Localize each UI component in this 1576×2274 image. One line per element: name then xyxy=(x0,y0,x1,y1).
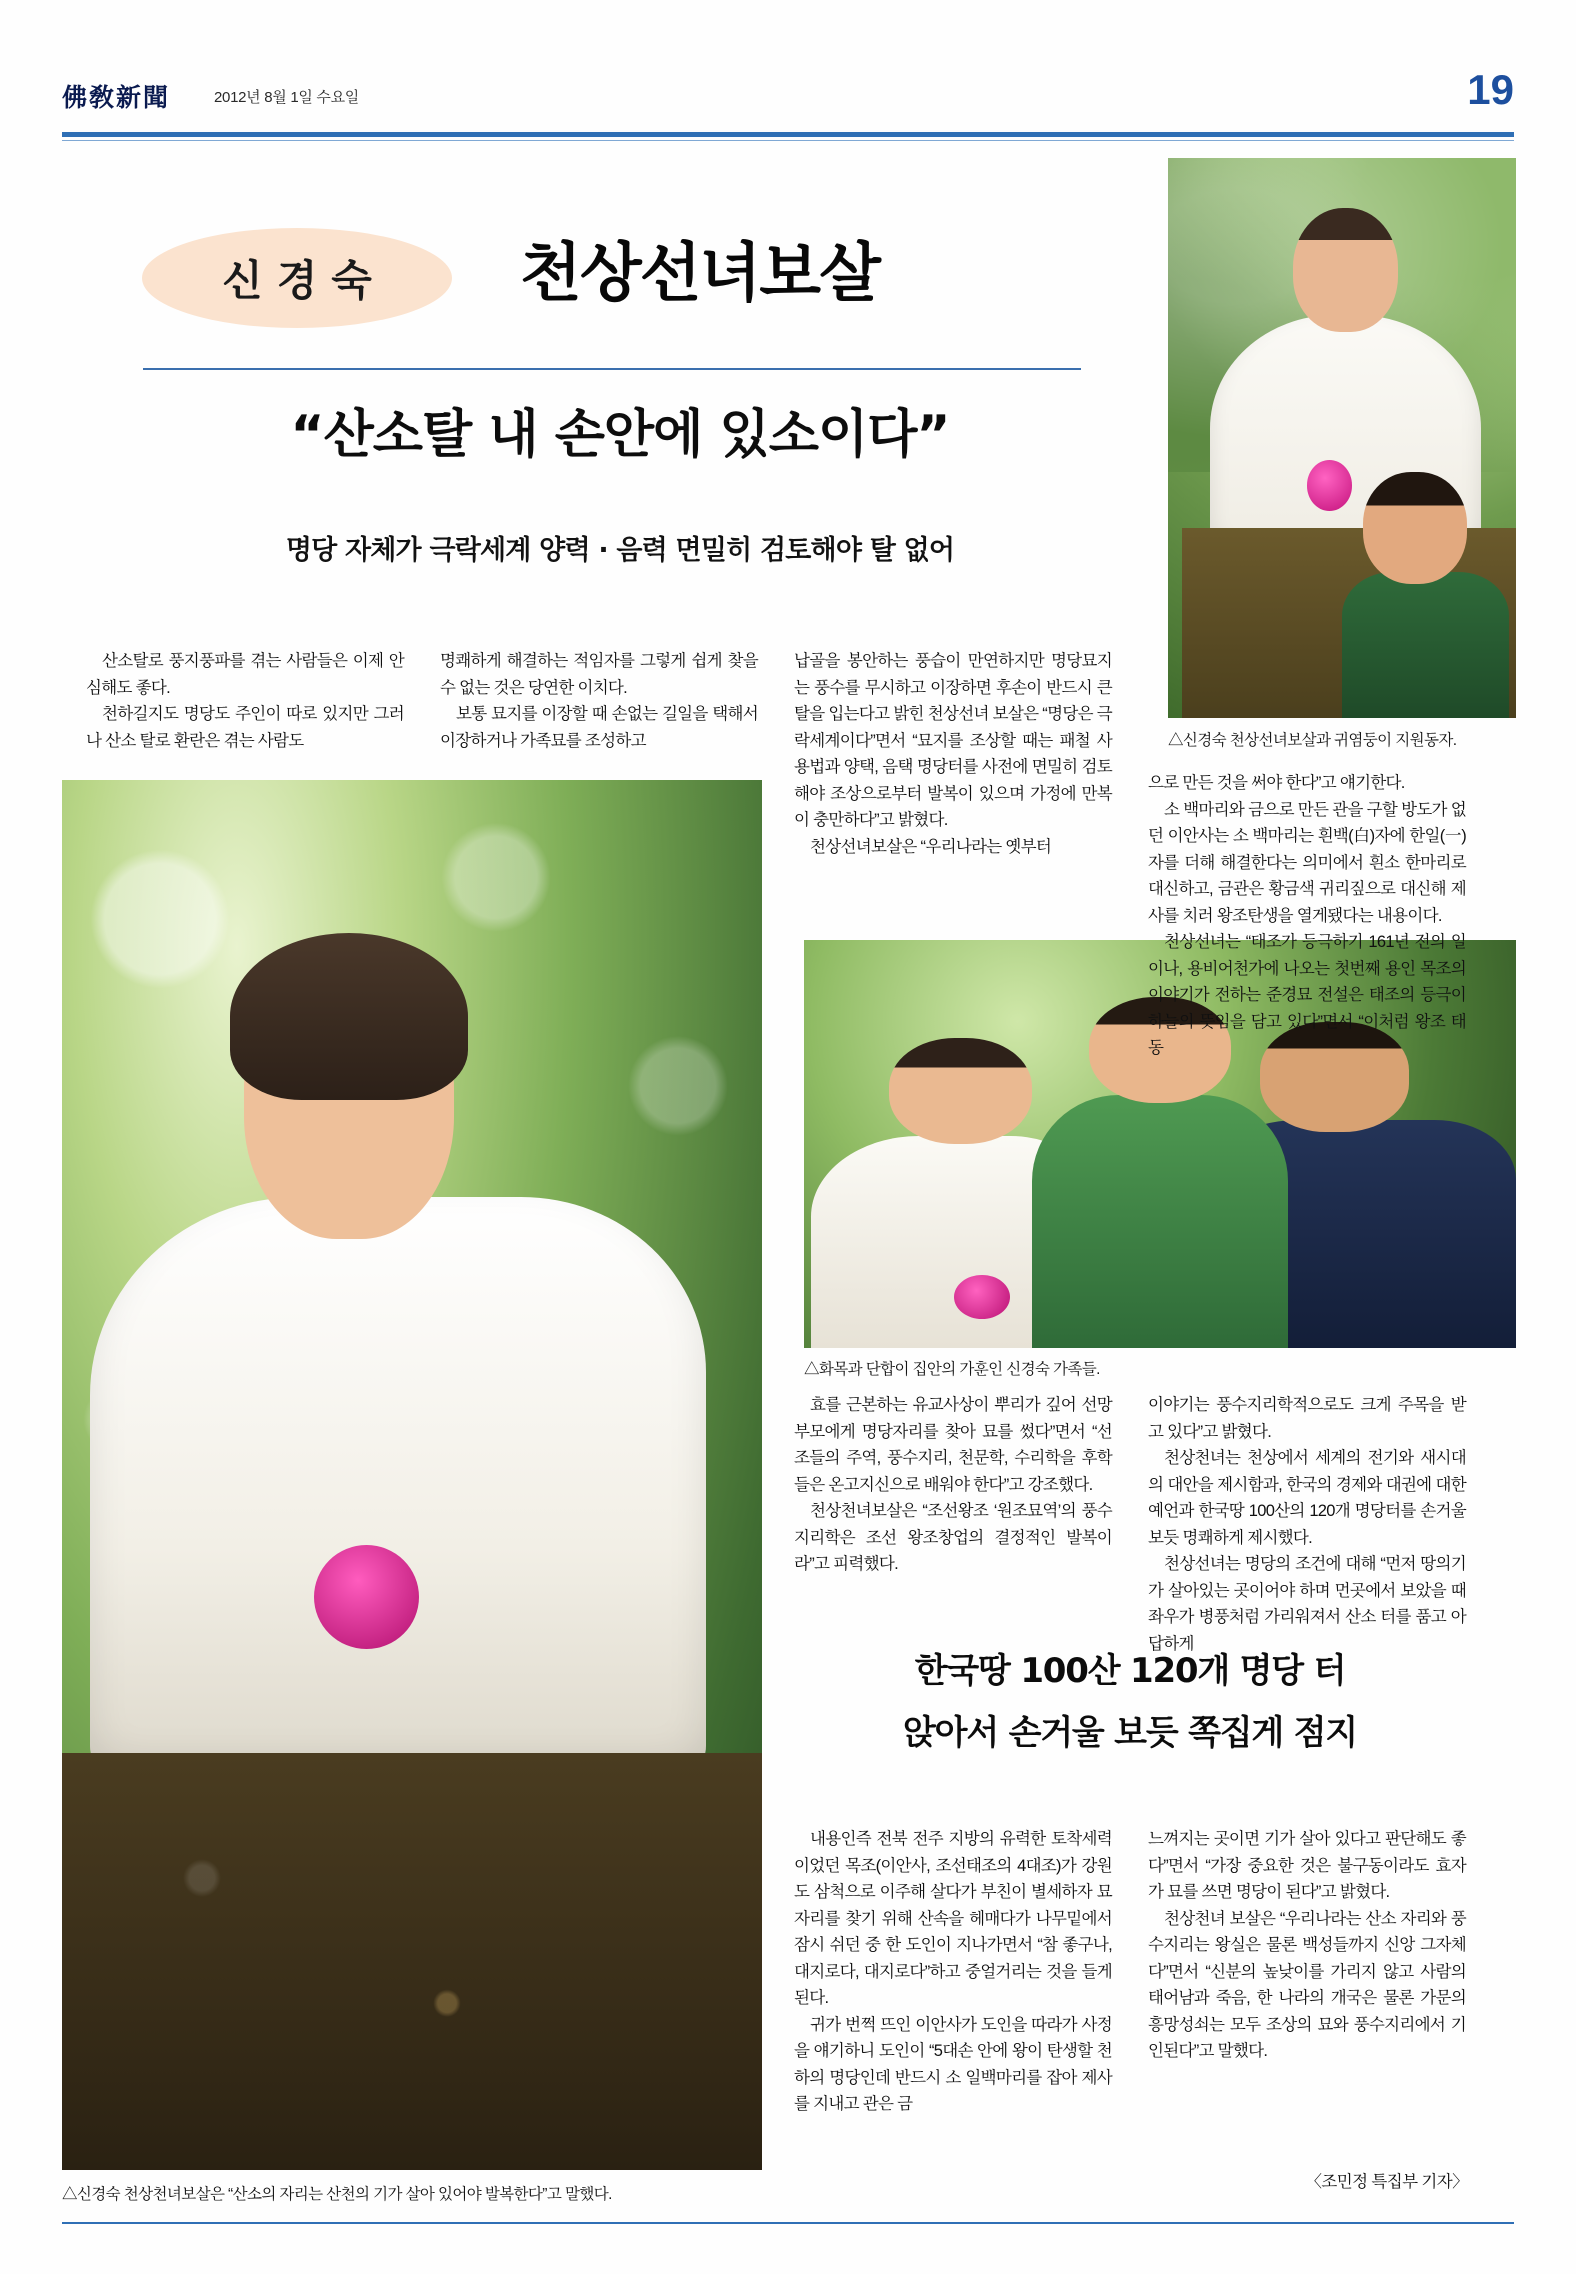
body-column-2 xyxy=(440,648,758,754)
headline-sub: “산소탈 내 손안에 있소이다” xyxy=(290,405,950,465)
masthead-rule-thin xyxy=(62,140,1514,141)
article-byline: 〈조민정 특집부 기자〉 xyxy=(1305,2173,1468,2191)
paragraph: 천상천녀는 천상에서 세계의 전기와 새시대의 대안을 제시함과, 한국의 경제와 대권에 대한 예언과 한국땅 100산의 120개 명당터를 손거울 보듯 명쾌하게 제시했다. xyxy=(1148,1449,1466,1547)
subject-name: 신경숙 xyxy=(222,256,386,305)
sub-headline xyxy=(790,1640,1470,1764)
sub-headline-line-1: 한국땅 100산 120개 명당 터 xyxy=(914,1651,1346,1691)
headline-kicker: 명당 자체가 극락세계 양력 · 음력 면밀히 검토해야 탈 없어 xyxy=(285,535,955,566)
paragraph: 천상선녀보살은 “우리나라는 옛부터 xyxy=(810,837,1052,856)
body-column-4 xyxy=(1148,770,1466,1062)
paragraph: 산소탈로 풍지풍파를 겪는 사람들은 이제 안심해도 좋다. xyxy=(86,652,404,697)
masthead-rule-thick xyxy=(62,132,1514,137)
paragraph: 천상천녀보살은 “조선왕조 ‘원조묘역’의 풍수지리학은 조선 왕조창업의 결정적인 발복이라”고 피력했다. xyxy=(794,1502,1112,1573)
paragraph: 내용인즉 전북 전주 지방의 유력한 토착세력이었던 목조(이안사, 조선태조의 4대조)가 강원도 삼척으로 이주해 살다가 부친이 별세하자 묘자리를 찾기 위해 산속을 헤매다가 나무밑에서 잠시 쉬던 중 한 도인이 지나가면서 “참 좋구나, 대지로다, 대지로다”하고 중얼거리는 것을 들게된다. xyxy=(794,1830,1112,2007)
headline-main: 천상선녀보살 xyxy=(520,237,879,311)
footer-rule xyxy=(62,2222,1514,2224)
subject-name-badge xyxy=(142,228,452,328)
paragraph: 천하길지도 명당도 주인이 따로 있지만 그러나 산소 탈로 환란은 겪는 사람도 xyxy=(86,705,404,750)
masthead-date: 2012년 8월 1일 수요일 xyxy=(214,89,359,106)
paragraph: 소 백마리와 금으로 만든 관을 구할 방도가 없던 이안사는 소 백마리는 흰백(白)자에 한일(一)자를 더해 해결한다는 의미에서 흰소 한마리로 대신하고, 금관은 황금색 귀리짚으로 대신해 제사를 치러 왕조탄생을 열게됐다는 내용이다. xyxy=(1148,800,1466,925)
body-column-4c xyxy=(1148,1826,1466,2065)
photo-main-portrait xyxy=(62,780,762,2170)
paragraph: 명쾌하게 해결하는 적임자를 그렇게 쉽게 찾을 수 없는 것은 당연한 이치다. xyxy=(440,652,758,697)
masthead xyxy=(62,66,1514,138)
paragraph: 천상천녀 보살은 “우리나라는 산소 자리와 풍수지리는 왕실은 물론 백성들까지 신앙 그자체다”면서 “신분의 높낮이를 가리지 않고 사람의 태어남과 죽음, 한 나라의 개국은 물론 가문의 흥망성쇠는 모두 조상의 묘와 풍수지리에서 기인된다”고 말했다. xyxy=(1148,1909,1466,2060)
body-column-3b xyxy=(794,1392,1112,1578)
body-column-3 xyxy=(794,648,1112,860)
paragraph: 보통 묘지를 이장할 때 손없는 길일을 택해서 이장하거나 가족묘를 조성하고 xyxy=(440,705,758,750)
photo-shaman-with-boy xyxy=(1168,158,1516,718)
paragraph: 느껴지는 곳이면 기가 살아 있다고 판단해도 좋다”면서 “가장 중요한 것은 불구동이라도 효자가 묘를 쓰면 명당이 된다”고 밝혔다. xyxy=(1148,1830,1466,1901)
page-number: 19 xyxy=(1467,66,1514,113)
photo-caption-family: △화목과 단합이 집안의 가훈인 신경숙 가족들. xyxy=(804,1361,1100,1378)
paragraph: 납골을 봉안하는 풍습이 만연하지만 명당묘지는 풍수를 무시하고 이장하면 후손이 반드시 큰 탈을 입는다고 밝힌 천상선녀 보살은 “명당은 극락세계이다”면서 “묘지를 조상할 때는 패철 사용법과 양택, 음택 명당터를 사전에 면밀히 검토해야 조상으로부터 발복이 있으며 가정에 만복이 충만하다”고 밝혔다. xyxy=(794,652,1112,829)
photo-caption-shaman-with-boy: △신경숙 천상선녀보살과 귀염둥이 지원동자. xyxy=(1168,732,1457,749)
photo-caption-main: △신경숙 천상천녀보살은 “산소의 자리는 산천의 기가 살아 있어야 발복한다”고 말했다. xyxy=(62,2186,612,2203)
body-column-3c xyxy=(794,1826,1112,2118)
paragraph: 귀가 번쩍 뜨인 이안사가 도인을 따라가 사정을 얘기하니 도인이 “5대손 안에 왕이 탄생할 천하의 명당인데 반드시 소 일백마리를 잡아 제사를 지내고 관은 금 xyxy=(794,2015,1112,2113)
body-column-4b xyxy=(1148,1392,1466,1657)
paragraph: 으로 만든 것을 써야 한다”고 얘기한다. xyxy=(1148,774,1405,792)
paragraph: 천상선녀는 명당의 조건에 대해 “먼저 땅의기가 살아있는 곳이어야 하며 먼곳에서 보았을 때 좌우가 병풍처럼 가리워져서 산소 터를 품고 아답하게 xyxy=(1148,1555,1466,1653)
paragraph: 천상선녀는 “태조가 등극하기 161년 전의 일이나, 용비어천가에 나오는 첫번째 용인 목조의 이야기가 전하는 준경묘 전설은 태조의 등극이 하늘의 뜻임을 담고 있다”면서 “이처럼 왕조 태동 xyxy=(1148,933,1466,1057)
paragraph: 이야기는 풍수지리학적으로도 크게 주목을 받고 있다”고 밝혔다. xyxy=(1148,1396,1466,1441)
sub-headline-line-2: 앉아서 손거울 보듯 쪽집게 점지 xyxy=(903,1713,1357,1753)
paragraph: 효를 근본하는 유교사상이 뿌리가 깊어 선망부모에게 명당자리를 찾아 묘를 썼다”면서 “선조들의 주역, 풍수지리, 천문학, 수리학을 후학들은 온고지신으로 배워야 한다”고 강조했다. xyxy=(794,1396,1112,1494)
body-column-1 xyxy=(86,648,404,754)
paper-name: 佛敎新聞 xyxy=(62,83,171,112)
headline-divider xyxy=(143,368,1081,370)
